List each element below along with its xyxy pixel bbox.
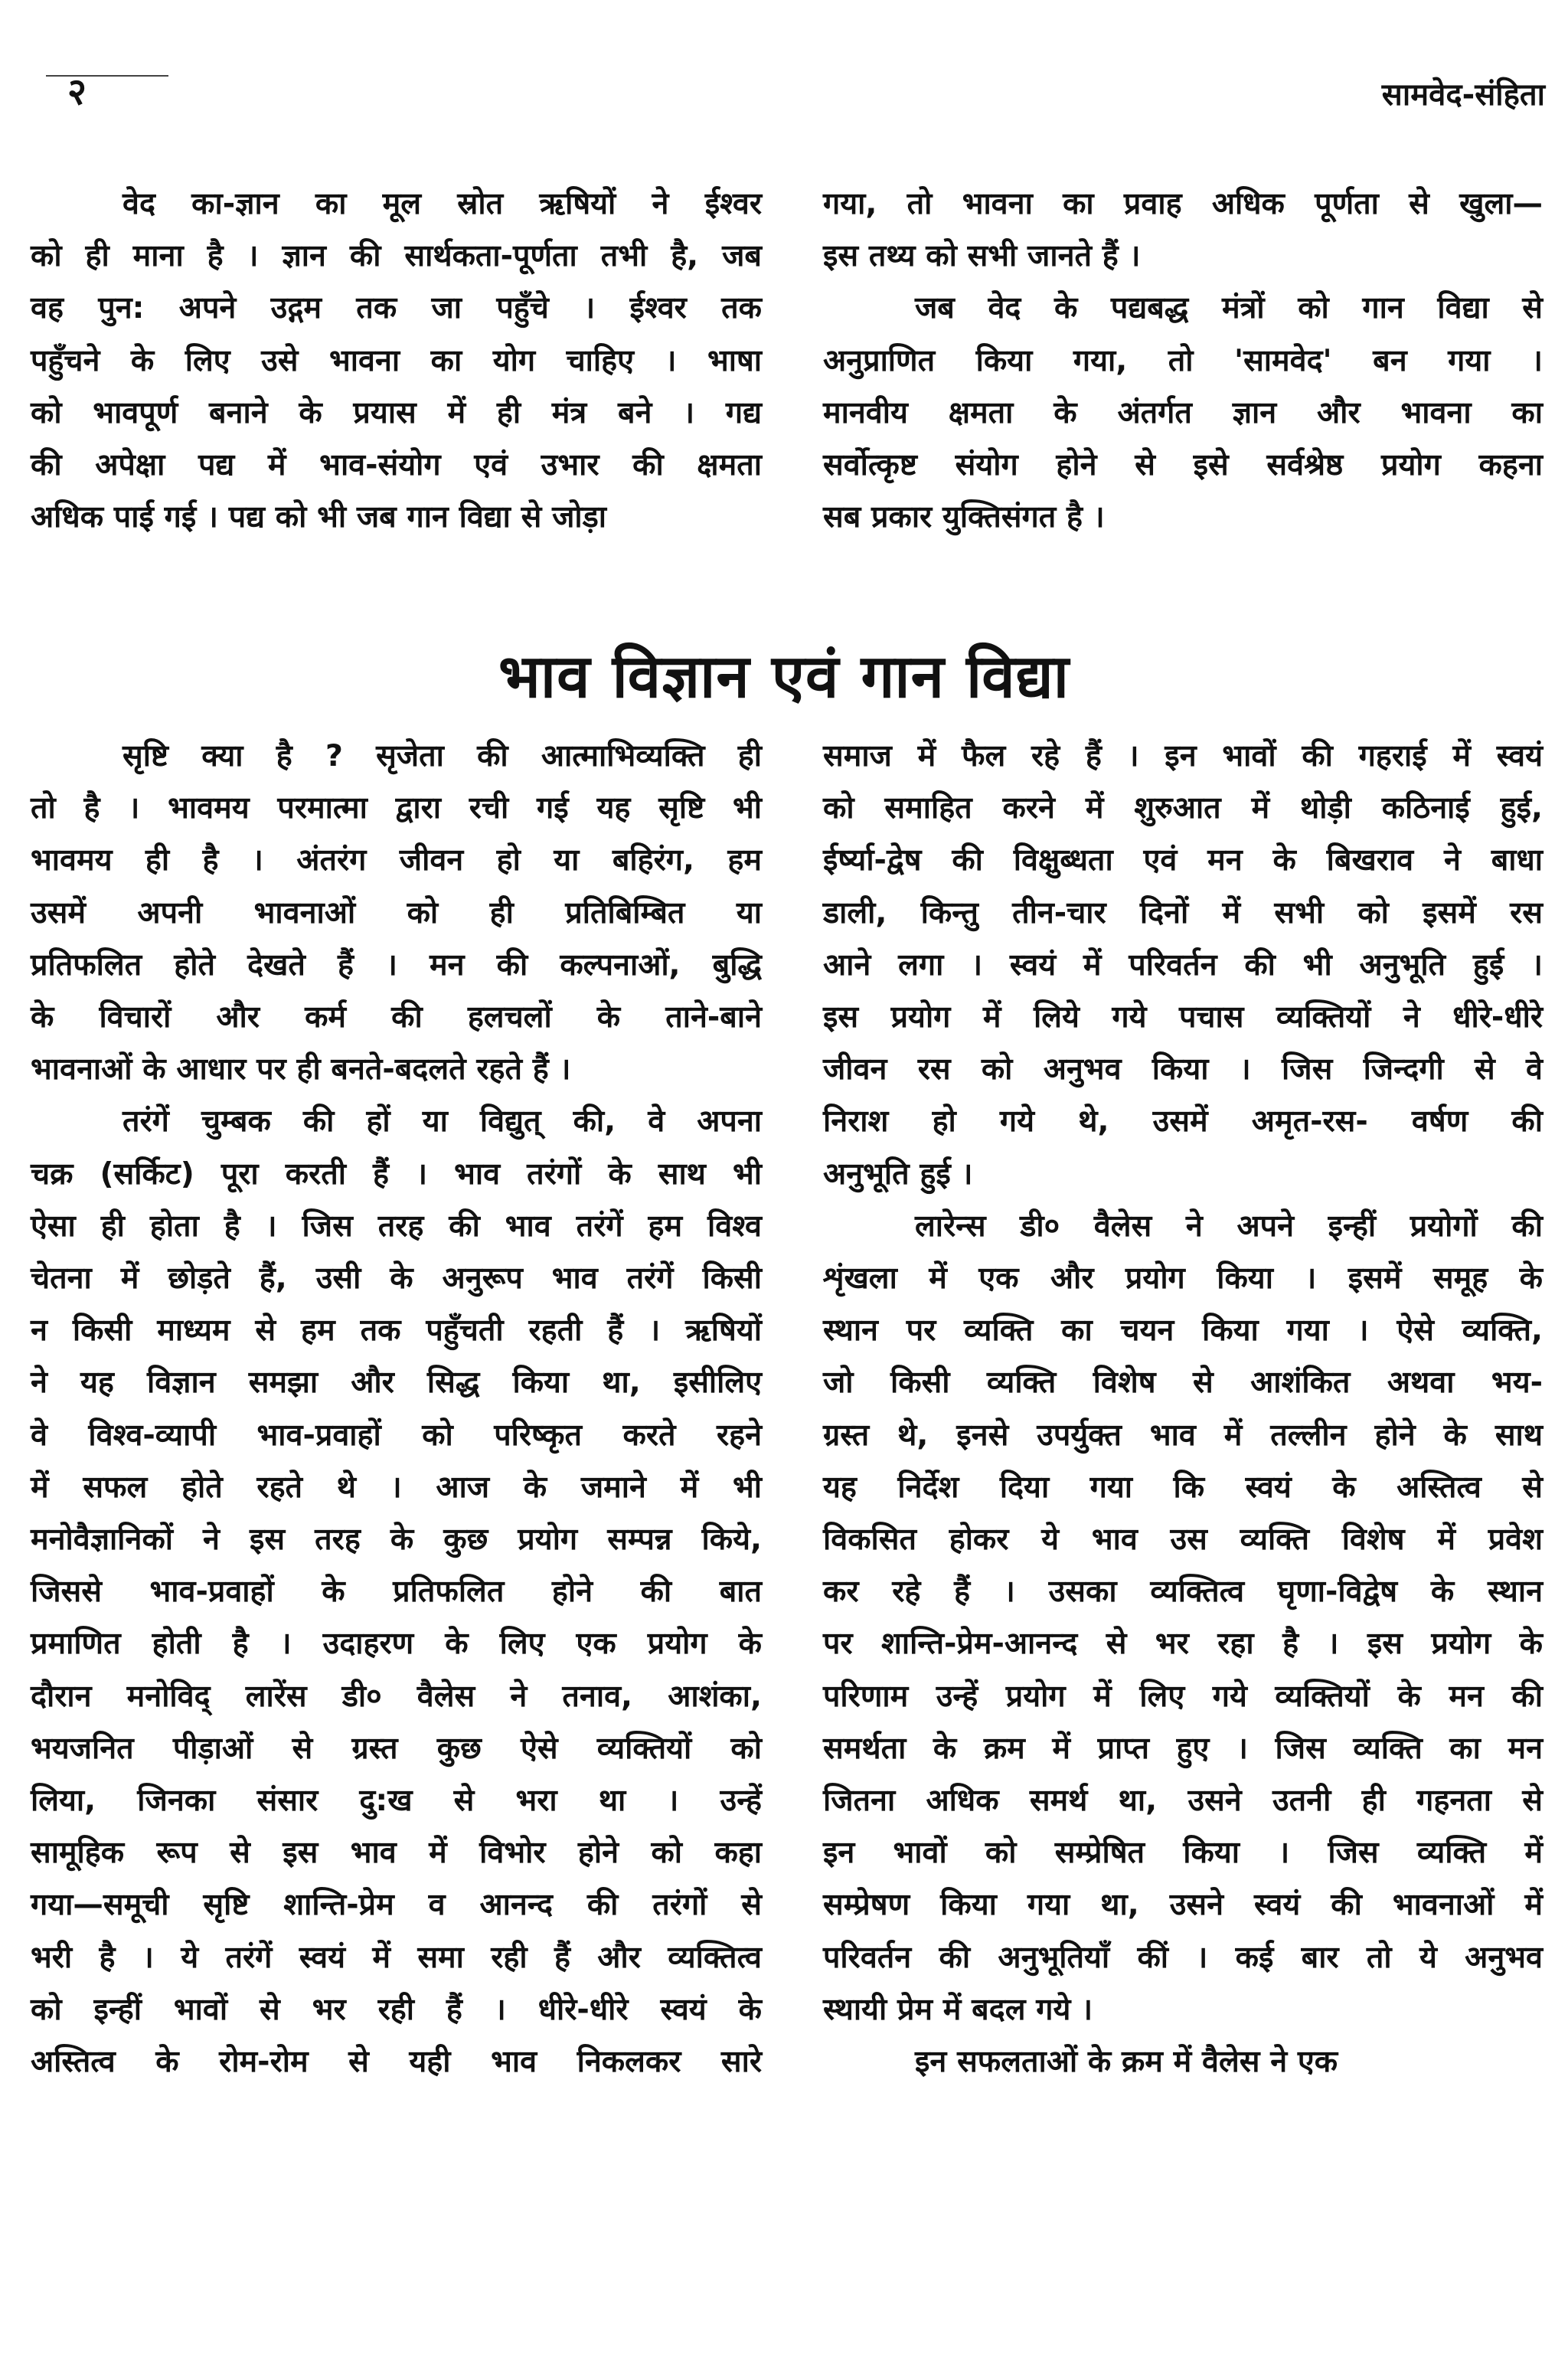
text-line: शृंखला में एक और प्रयोग किया । इसमें समूह के — [823, 1261, 1543, 1297]
text-line: आने लगा । स्वयं में परिवर्तन की भी अनुभूति हुई । — [823, 947, 1543, 983]
text-line: को समाहित करने में शुरुआत में थोड़ी कठिनाई हुई, — [823, 790, 1543, 826]
text-line: को ही माना है । ज्ञान की सार्थकता-पूर्णता तभी है, जब — [31, 238, 762, 274]
text-line: जितना अधिक समर्थ था, उसने उतनी ही गहनता से — [823, 1783, 1543, 1819]
text-line: पहुँचने के लिए उसे भावना का योग चाहिए । भाषा — [31, 342, 763, 378]
text-line: विकसित होकर ये भाव उस व्यक्ति विशेष में प्रवेश — [823, 1522, 1543, 1558]
text-line: मनोवैज्ञानिकों ने इस तरह के कुछ प्रयोग सम्पन्न किये, — [31, 1522, 762, 1558]
paragraph — [823, 1200, 1543, 2036]
text-line: समाज में फैल रहे हैं । इन भावों की गहराई में स्वयं — [823, 738, 1543, 773]
text-line: चक्र (सर्किट) पूरा करती हैं । भाव तरंगों के साथ भी — [31, 1156, 762, 1192]
intro-right-column — [823, 178, 1543, 543]
text-line: पर शान्ति-प्रेम-आनन्द से भर रहा है । इस प्रयोग के — [823, 1626, 1543, 1662]
text-line: वे विश्व-व्यापी भाव-प्रवाहों को परिष्कृत करते रहने — [31, 1417, 762, 1453]
text-line: के विचारों और कर्म की हलचलों के ताने-बाने — [31, 999, 762, 1035]
text-line: तरंगें चुम्बक की हों या विद्युत् की, वे अपना — [122, 1104, 762, 1140]
text-line: स्थान पर व्यक्ति का चयन किया गया । ऐसे व्यक्ति, — [823, 1313, 1543, 1349]
text-line: स्थायी प्रेम में बदल गये । — [823, 1991, 1093, 2027]
text-line: जिससे भाव-प्रवाहों के प्रतिफलित होने की बात — [31, 1574, 762, 1610]
paragraph — [823, 730, 1543, 1200]
text-line: भावनाओं के आधार पर ही बनते-बदलते रहते हैं । — [31, 1051, 571, 1087]
text-line: गया—समूची सृष्टि शान्ति-प्रेम व आनन्द की तरंगों से — [31, 1887, 762, 1923]
text-line: लिया, जिनका संसार दु:ख से भरा था । उन्हें — [31, 1783, 762, 1819]
text-line: इस तथ्य को सभी जानते हैं । — [823, 238, 1141, 274]
text-line: जो किसी व्यक्ति विशेष से आशंकित अथवा भय- — [823, 1365, 1543, 1401]
text-line: इस प्रयोग में लिये गये पचास व्यक्तियों ने धीरे-धीरे — [823, 999, 1543, 1035]
paragraph — [31, 730, 762, 1095]
text-line: को भावपूर्ण बनाने के प्रयास में ही मंत्र बने । गद्य — [31, 394, 762, 430]
section-left-column — [31, 730, 762, 2088]
text-line: में सफल होते रहते थे । आज के जमाने में भी — [31, 1469, 762, 1505]
section-heading: भाव विज्ञान एवं गान विद्या — [498, 643, 1070, 711]
text-line: तो है । भावमय परमात्मा द्वारा रची गई यह सृष्टि भी — [31, 790, 762, 826]
text-line: ऐसा ही होता है । जिस तरह की भाव तरंगें हम विश्व — [31, 1208, 762, 1244]
running-head: सामवेद-संहिता — [1381, 77, 1545, 113]
paragraph — [31, 1095, 762, 2088]
paragraph — [823, 2036, 1543, 2088]
text-line: भरी है । ये तरंगें स्वयं में समा रही हैं और व्यक्तित्व — [31, 1939, 762, 1975]
text-line: सम्प्रेषण किया गया था, उसने स्वयं की भावनाओं में — [823, 1887, 1543, 1923]
text-line: गया, तो भावना का प्रवाह अधिक पूर्णता से खुला— — [823, 186, 1543, 221]
text-line: प्रमाणित होती है । उदाहरण के लिए एक प्रयोग के — [31, 1626, 762, 1662]
text-line: सामूहिक रूप से इस भाव में विभोर होने को कहा — [31, 1835, 762, 1871]
text-line: निराश हो गये थे, उसमें अमृत-रस- वर्षण की — [823, 1104, 1543, 1140]
text-line: डाली, किन्तु तीन-चार दिनों में सभी को इसमें रस — [823, 894, 1543, 930]
paragraph — [823, 178, 1543, 282]
text-line: को इन्हीं भावों से भर रही हैं । धीरे-धीरे स्वयं के — [31, 1991, 762, 2027]
text-line: अस्तित्व के रोम-रोम से यही भाव निकलकर सारे — [31, 2044, 762, 2080]
text-line: चेतना में छोड़ते हैं, उसी के अनुरूप भाव तरंगें किसी — [31, 1261, 762, 1297]
text-line: परिवर्तन की अनुभूतियाँ कीं । कई बार तो ये अनुभव — [823, 1939, 1543, 1975]
scan-mark — [46, 75, 168, 77]
text-line: न किसी माध्यम से हम तक पहुँचती रहती हैं । ऋषियों — [31, 1313, 762, 1349]
text-line: वेद का-ज्ञान का मूल स्रोत ऋषियों ने ईश्वर — [122, 186, 762, 221]
text-line: कर रहे हैं । उसका व्यक्तित्व घृणा-विद्वेष के स्थान — [823, 1574, 1543, 1610]
paragraph — [31, 178, 762, 543]
text-line: अनुप्राणित किया गया, तो 'सामवेद' बन गया । — [823, 342, 1543, 378]
text-line: अधिक पाई गई । पद्य को भी जब गान विद्या से जोड़ा — [31, 499, 607, 535]
text-line: दौरान मनोविद् लारेंस डी० वैलेस ने तनाव, आशंका, — [31, 1678, 762, 1714]
text-line: अनुभूति हुई । — [823, 1156, 973, 1192]
text-line: सृष्टि क्या है ? सृजेता की आत्माभिव्यक्ति ही — [122, 738, 762, 773]
text-line: प्रतिफलित होते देखते हैं । मन की कल्पनाओं, बुद्धि — [31, 947, 762, 983]
intro-left-column — [31, 178, 762, 543]
text-line: मानवीय क्षमता के अंतर्गत ज्ञान और भावना का — [823, 394, 1543, 430]
text-line: जीवन रस को अनुभव किया । जिस जिन्दगी से वे — [823, 1051, 1543, 1087]
text-line: ग्रस्त थे, इनसे उपर्युक्त भाव में तल्लीन होने के साथ — [823, 1417, 1543, 1453]
text-line: ईर्ष्या-द्वेष की विक्षुब्धता एवं मन के बिखराव ने बाधा — [823, 842, 1543, 878]
text-line: लारेन्स डी० वैलेस ने अपने इन्हीं प्रयोगों की — [915, 1208, 1543, 1244]
page-number: २ — [67, 70, 87, 113]
text-line: की अपेक्षा पद्य में भाव-संयोग एवं उभार की क्षमता — [31, 447, 762, 483]
text-line: उसमें अपनी भावनाओं को ही प्रतिबिम्बित या — [31, 894, 762, 930]
text-line: इन सफलताओं के क्रम में वैलेस ने एक — [915, 2044, 1338, 2080]
text-line: इन भावों को सम्प्रेषित किया । जिस व्यक्ति में — [823, 1835, 1543, 1871]
text-line: परिणाम उन्हें प्रयोग में लिए गये व्यक्तियों के मन की — [823, 1678, 1543, 1714]
text-line: सब प्रकार युक्तिसंगत है । — [823, 499, 1105, 535]
text-line: यह निर्देश दिया गया कि स्वयं के अस्तित्व से — [823, 1469, 1543, 1505]
text-line: सर्वोत्कृष्ट संयोग होने से इसे सर्वश्रेष्ठ प्रयोग कहना — [823, 447, 1543, 483]
text-line: समर्थता के क्रम में प्राप्त हुए । जिस व्यक्ति का मन — [823, 1730, 1543, 1766]
text-line: भयजनित पीड़ाओं से ग्रस्त कुछ ऐसे व्यक्तियों को — [31, 1730, 762, 1766]
section-right-column — [823, 730, 1543, 2088]
paragraph — [823, 282, 1543, 543]
text-line: भावमय ही है । अंतरंग जीवन हो या बहिरंग, हम — [31, 842, 762, 878]
text-line: वह पुन: अपने उद्गम तक जा पहुँचे । ईश्वर तक — [31, 290, 762, 326]
text-line: जब वेद के पद्यबद्ध मंत्रों को गान विद्या से — [915, 290, 1543, 326]
text-line: ने यह विज्ञान समझा और सिद्ध किया था, इसीलिए — [31, 1365, 762, 1401]
